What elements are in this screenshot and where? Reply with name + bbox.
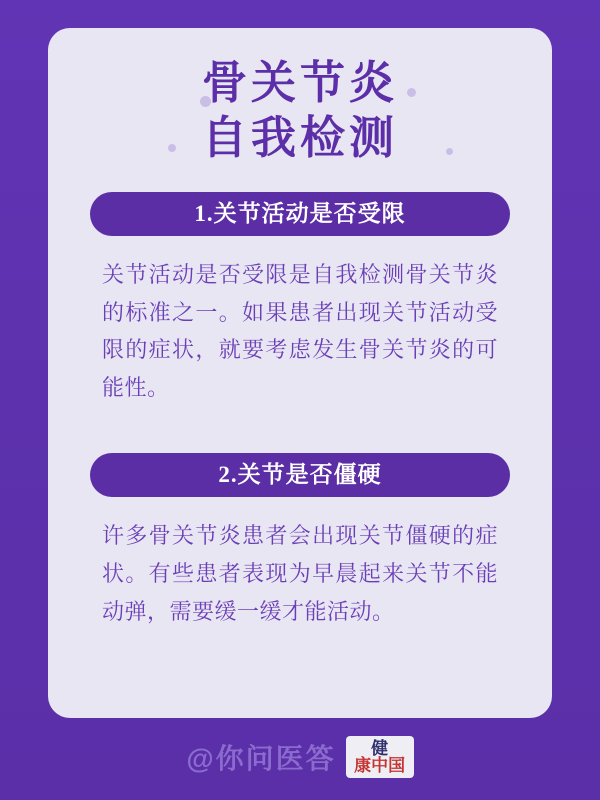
section-1-heading: 1.关节活动是否受限	[90, 192, 510, 236]
page-title-line-2: 自我检测	[201, 111, 398, 163]
title-block	[48, 28, 552, 166]
section-2-heading: 2.关节是否僵硬	[90, 453, 510, 497]
footer	[0, 736, 600, 778]
health-china-logo	[346, 736, 414, 778]
section-1	[48, 192, 552, 407]
logo-top-text: 健	[371, 739, 389, 758]
section-1-body: 关节活动是否受限是自我检测骨关节炎的标准之一。如果患者出现关节活动受限的症状，就要考虑发生骨关节炎的可能性。	[102, 261, 498, 401]
section-2-body: 许多骨关节炎患者会出现关节僵硬的症状。有些患者表现为早晨起来关节不能动弹，需要缓一缓才能活动。	[102, 523, 498, 624]
logo-inner	[354, 740, 405, 774]
page-title-line-1: 骨关节炎	[201, 57, 398, 108]
watermark-text: @你问医答	[186, 743, 336, 774]
content-card	[48, 28, 552, 718]
logo-bottom-text: 康中国	[354, 756, 406, 775]
section-2	[48, 453, 552, 630]
